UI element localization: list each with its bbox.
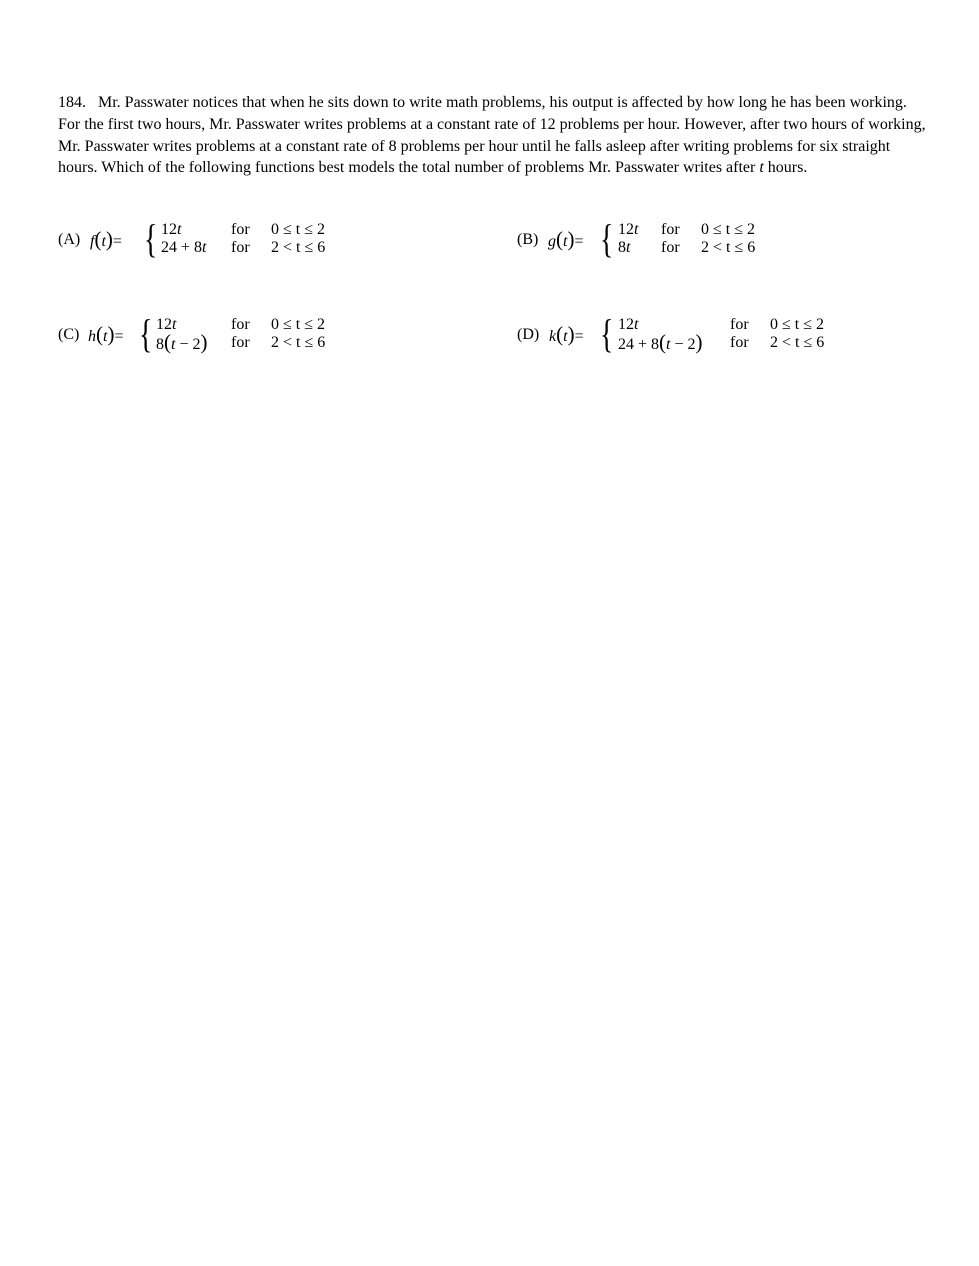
piece-for-label: for — [231, 316, 250, 333]
choice-letter: (C) — [58, 326, 80, 343]
choice-d[interactable] — [517, 311, 917, 356]
piece-expression: 24 + 8(t − 2) — [618, 330, 703, 354]
piece-condition: 2 < t ≤ 6 — [770, 334, 825, 351]
choice-b[interactable] — [517, 216, 917, 261]
problem-text: Mr. Passwater notices that when he sits down to write math problems, his output is affected by how long he has been working. For the first two hours, Mr. Passwater writes problems at a constant rate of 12 problems per hour. However, after two hours of working, Mr. Passwater writes problems at a constant rate of 8 problems per hour until he falls asleep after writing problems for six straight hours. Which of the following functions best models the total number of problems Mr. Passwater writes after — [58, 94, 926, 177]
brace-symbol: { — [600, 311, 614, 356]
piece-expression: 12t — [156, 316, 177, 333]
piece-for-label: for — [730, 334, 749, 351]
piece-condition: 2 < t ≤ 6 — [271, 334, 326, 351]
piece-for-label: for — [231, 221, 250, 238]
choice-letter: (D) — [517, 326, 540, 343]
choice-a[interactable] — [58, 216, 458, 261]
function-name: h(t)= — [88, 322, 124, 346]
piece-for-label: for — [231, 239, 250, 256]
problem-text-end: hours. — [767, 159, 808, 177]
brace-symbol: { — [600, 216, 614, 261]
piece-expression: 24 + 8t — [161, 239, 207, 256]
piece-for-label: for — [661, 239, 680, 256]
piece-condition: 0 ≤ t ≤ 2 — [770, 316, 825, 333]
choice-letter: (A) — [58, 231, 81, 248]
piece-for-label: for — [661, 221, 680, 238]
piece-expression: 8(t − 2) — [156, 330, 208, 354]
piece-expression: 12t — [618, 221, 639, 238]
choice-letter: (B) — [517, 231, 539, 248]
piece-condition: 2 < t ≤ 6 — [701, 239, 756, 256]
piece-for-label: for — [730, 316, 749, 333]
problem-statement — [58, 92, 928, 179]
brace-symbol: { — [139, 311, 153, 356]
function-name: f(t)= — [90, 227, 122, 251]
piece-condition: 0 ≤ t ≤ 2 — [271, 221, 326, 238]
piece-condition: 0 ≤ t ≤ 2 — [701, 221, 756, 238]
problem-number: 184. — [58, 94, 86, 111]
function-name: k(t)= — [549, 322, 584, 346]
piece-expression: 12t — [618, 316, 639, 333]
function-name: g(t)= — [548, 227, 584, 251]
piece-for-label: for — [231, 334, 250, 351]
piece-expression: 8t — [618, 239, 631, 256]
choice-c[interactable] — [58, 311, 458, 356]
piece-expression: 12t — [161, 221, 182, 238]
problem-variable: t — [759, 159, 764, 177]
brace-symbol: { — [144, 216, 158, 261]
piece-condition: 2 < t ≤ 6 — [271, 239, 326, 256]
piece-condition: 0 ≤ t ≤ 2 — [271, 316, 326, 333]
